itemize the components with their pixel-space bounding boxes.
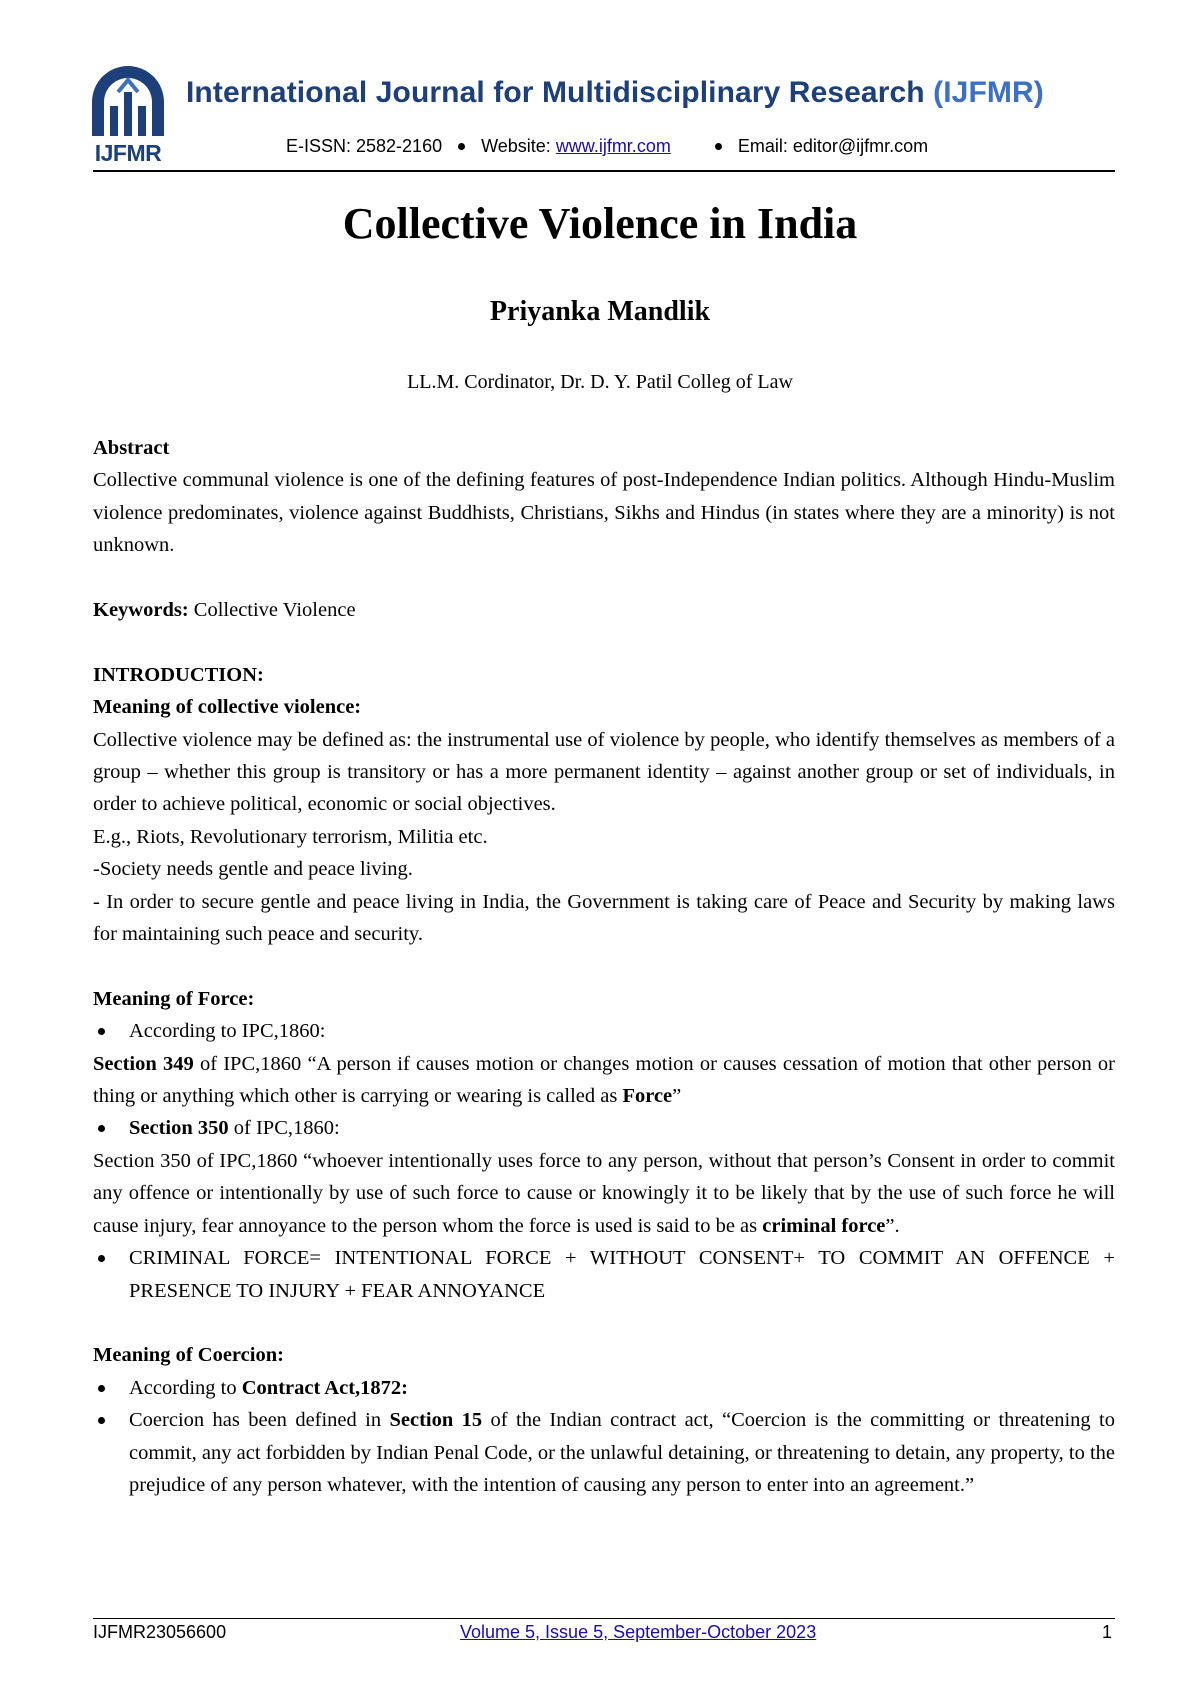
bullet-icon [98, 1028, 105, 1035]
volume-issue-link[interactable]: Volume 5, Issue 5, September-October 2023 [460, 1622, 817, 1642]
intro-subheading: Meaning of collective violence: [93, 696, 362, 719]
list-item: According to IPC,1860: [93, 1015, 1115, 1047]
bullet-icon [98, 1255, 105, 1262]
website-label: Website: [481, 136, 551, 156]
page-number: 1 [1101, 1622, 1112, 1642]
paper-id: IJFMR23056600 [93, 1622, 227, 1642]
bullet-icon [98, 1385, 105, 1392]
force-heading: Meaning of Force: [93, 987, 255, 1010]
criminal-force-formula: CRIMINAL FORCE= INTENTIONAL FORCE + WITHOUT CONSENT+ TO COMMIT AN OFFENCE + PRESENCE TO INJURY + FEAR ANNOYANCE [93, 1242, 1115, 1307]
intro-example: E.g., Riots, Revolutionary terrorism, Militia etc. [93, 825, 488, 848]
intro-line-1: -Society needs gentle and peace living. [93, 858, 413, 881]
email: Email: editor@ijfmr.com [737, 136, 929, 156]
intro-heading: INTRODUCTION: [93, 663, 264, 686]
bullet-icon [98, 1417, 105, 1424]
issn: E-ISSN: 2582-2160 [286, 136, 443, 156]
journal-name [186, 76, 1044, 110]
bullet-dot-icon [715, 143, 722, 150]
section-349-label: Section 349 [93, 1052, 194, 1075]
section-349-text: Section 349 of IPC,1860 “A person if causes motion or changes motion or causes cessation of motion that other person or thing or anything which other is carrying or wearing is called as Force” [93, 1052, 1115, 1108]
author-name: Priyanka Mandlik [489, 296, 711, 327]
website-link[interactable]: www.ijfmr.com [555, 136, 671, 156]
logo-arch-icon [86, 62, 170, 142]
journal-abbr: (IJFMR) [933, 76, 1044, 109]
keywords-value: Collective Violence [188, 599, 356, 622]
intro-line-2: - In order to secure gentle and peace living in India, the Government is taking care of Peace and Security by making laws for maintaining such peace and security. [93, 890, 1115, 946]
section-350-text: Section 350 of IPC,1860 “whoever intentionally uses force to any person, without that person’s Consent in order to commit any offence or intentionally by use of such force to cause or knowingly it to be likely that by the use of such force he will cause injury, fear annoyance to the person whom the force is used is said to be as criminal force”. [93, 1149, 1115, 1237]
list-item: According to Contract Act,1872: [93, 1372, 1115, 1404]
list-item: Coercion has been defined in Section 15 of the Indian contract act, “Coercion is the committing or threatening to commit, any act forbidden by Indian Penal Code, or the unlawful detaining, or threatening to detain, any property, to the prejudice of any person whatever, with the intention of causing any person to enter into an agreement.” [93, 1404, 1115, 1501]
journal-meta [286, 136, 928, 157]
bullet-icon [98, 1125, 105, 1132]
header-rule [93, 170, 1115, 172]
intro-paragraph: Collective violence may be defined as: the instrumental use of violence by people, who identify themselves as members of a group – whether this group is transitory or has a more permanent identity – against another group or set of individuals, in order to achieve political, economic or social objectives. [93, 728, 1115, 816]
coercion-heading: Meaning of Coercion: [93, 1344, 284, 1367]
journal-logo [86, 62, 170, 166]
keywords-label: Keywords: [93, 599, 189, 622]
journal-name-text: International Journal for Multidisciplinary Research [186, 76, 925, 109]
paper-title: Collective Violence in India [342, 199, 858, 248]
abstract-text: Collective communal violence is one of the defining features of post-Independence Indian politics. Although Hindu-Muslim violence predominates, violence against Buddhists, Christians, Sikhs and Hindus (in states where they are a minority) is not unknown. [93, 469, 1115, 557]
author-affiliation: LL.M. Cordinator, Dr. D. Y. Patil Colleg of Law [407, 371, 793, 393]
bullet-dot-icon [458, 143, 465, 150]
logo-text: IJFMR [94, 140, 162, 166]
list-item: Section 350 of IPC,1860: [93, 1112, 1115, 1144]
abstract-heading: Abstract [93, 437, 170, 459]
paper-body [93, 432, 1115, 1501]
keywords [93, 594, 1115, 626]
footer-rule [93, 1618, 1115, 1619]
